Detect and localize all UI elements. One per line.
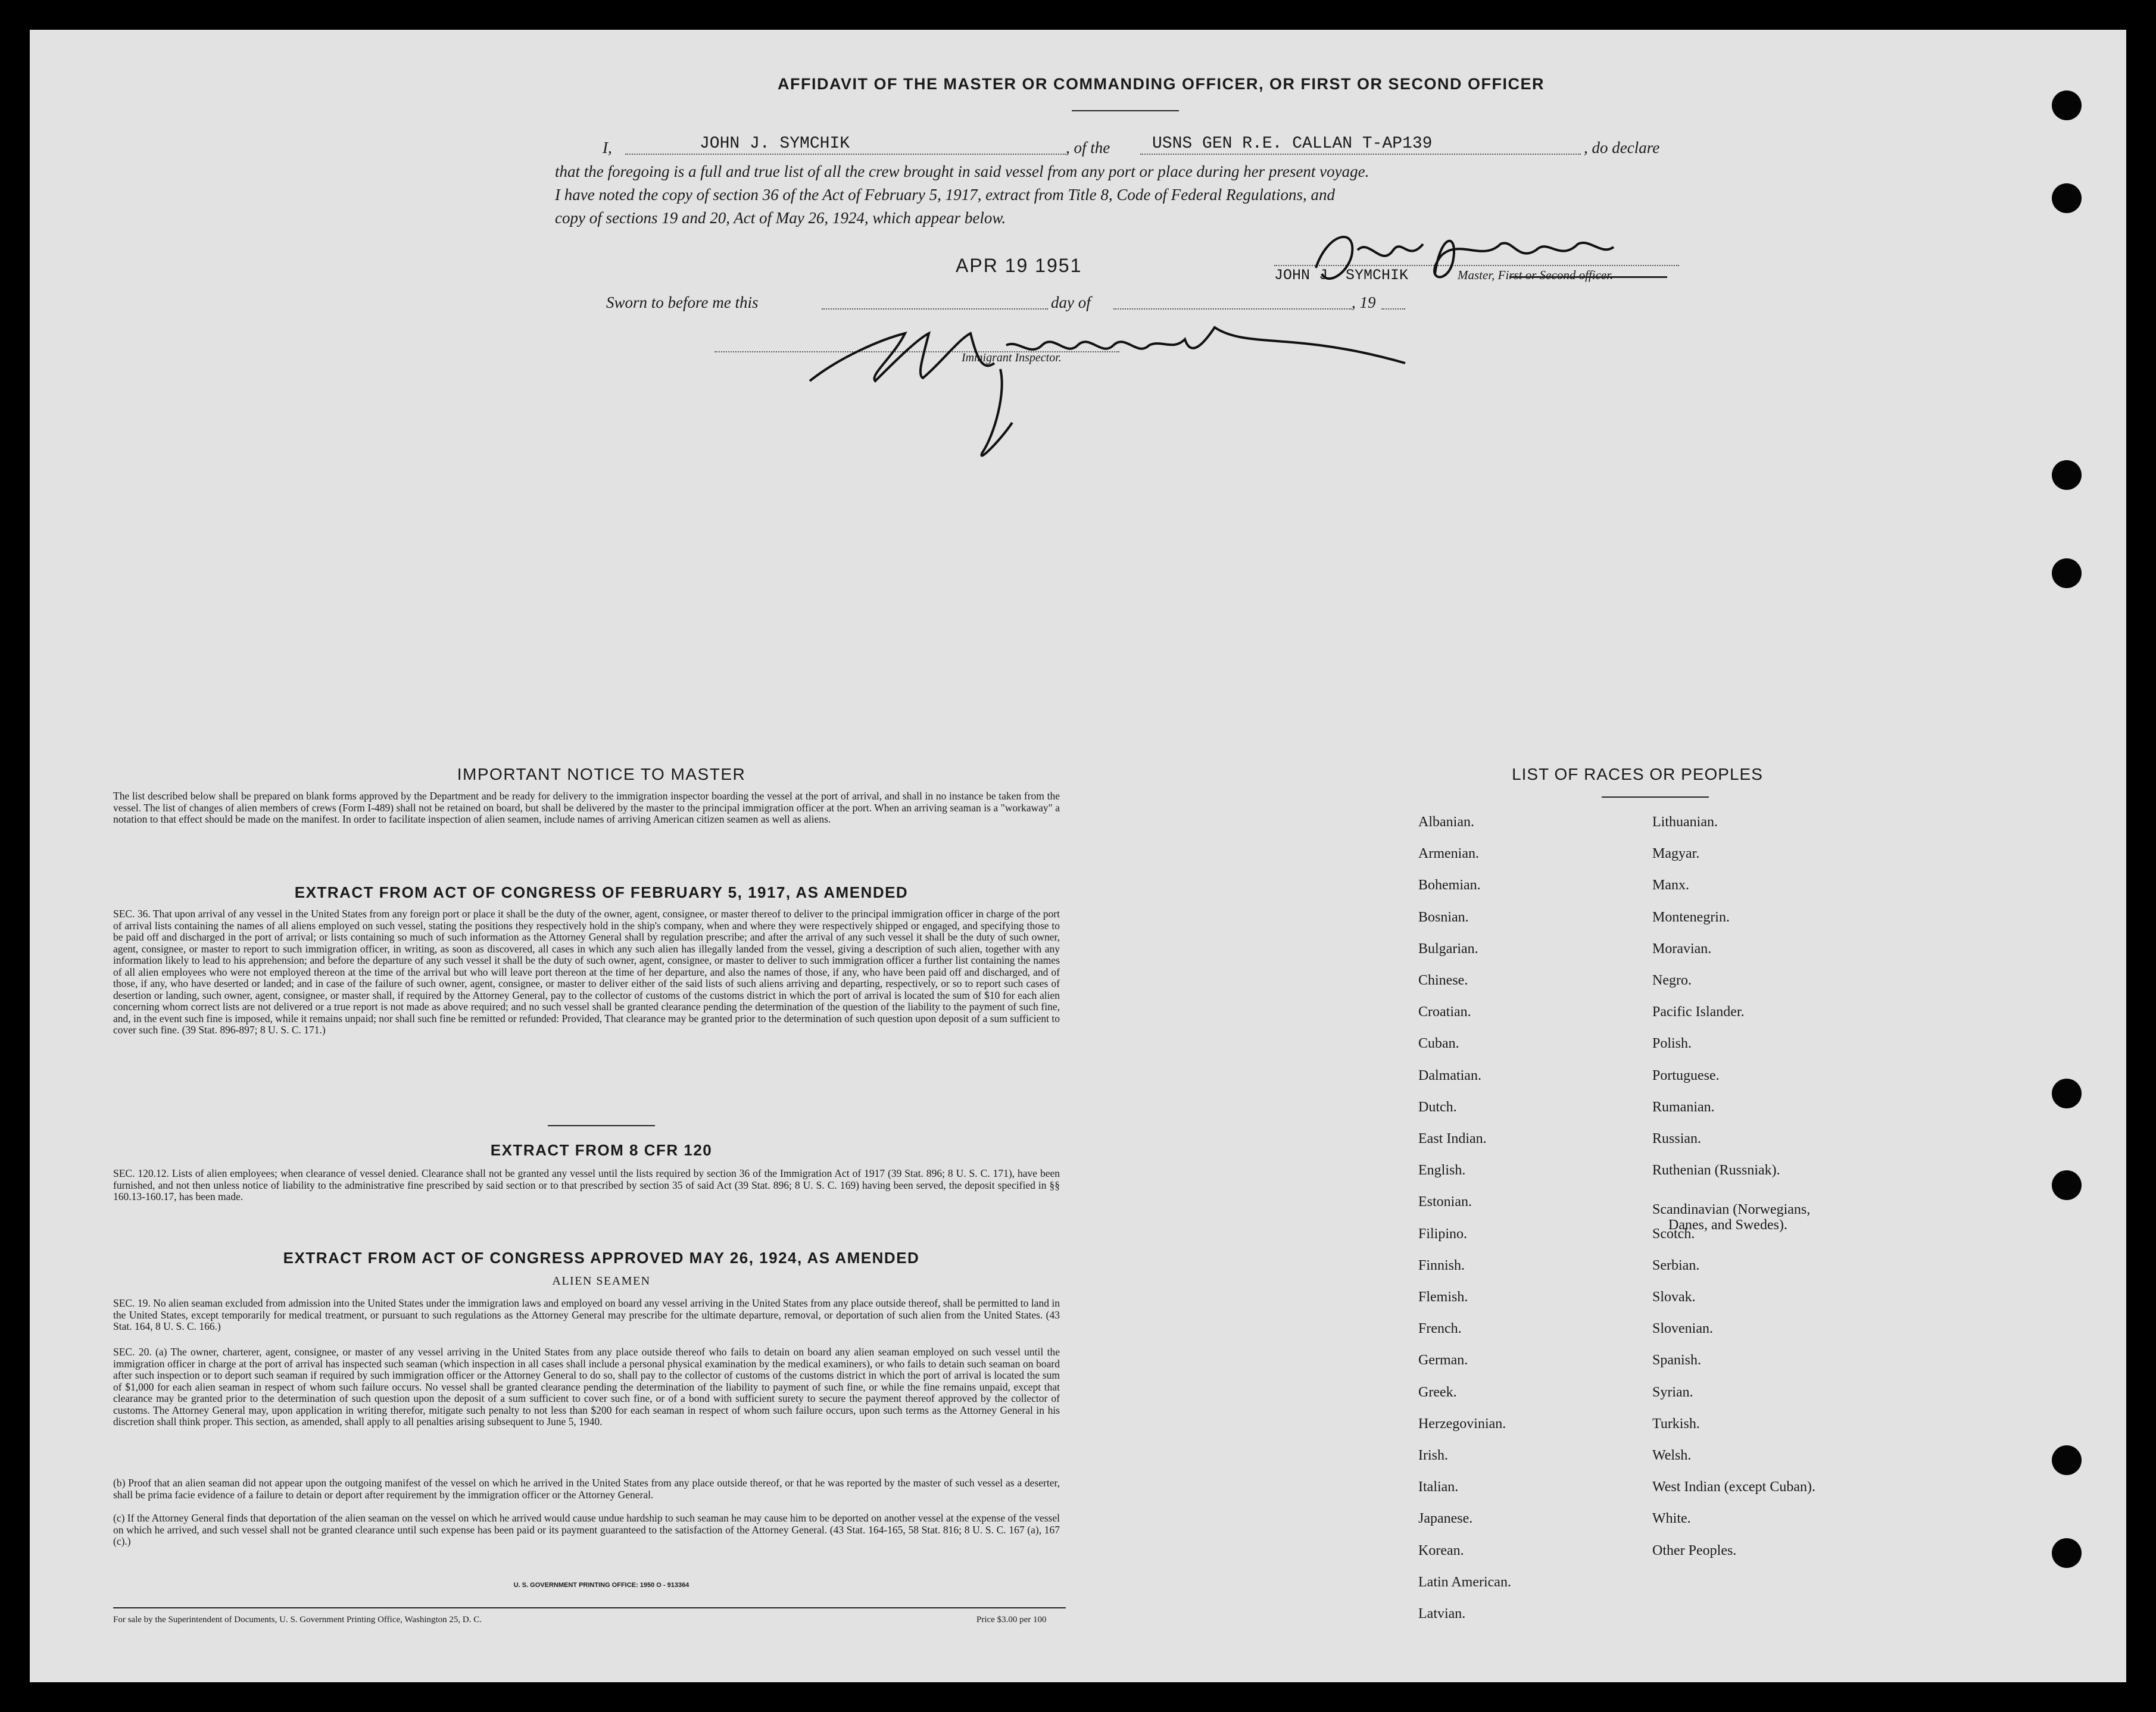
race-item: Herzegovinian.	[1418, 1416, 1506, 1432]
gpo-imprint: U. S. GOVERNMENT PRINTING OFFICE: 1950 O - 913364	[513, 1582, 689, 1589]
punch-hole	[2052, 90, 2082, 120]
race-item: Armenian.	[1418, 846, 1479, 862]
race-item: Pacific Islander.	[1652, 1004, 1745, 1020]
master-name-field: JOHN J. SYMCHIK	[700, 135, 850, 153]
date-stamp: APR 19 1951	[956, 255, 1082, 276]
race-item: Slovenian.	[1652, 1321, 1713, 1337]
race-item: Finnish.	[1418, 1257, 1465, 1273]
race-item: Albanian.	[1418, 814, 1474, 830]
race-item: English.	[1418, 1163, 1466, 1179]
extract-1924-heading: EXTRACT FROM ACT OF CONGRESS APPROVED MAY 26, 1924, AS AMENDED	[283, 1249, 920, 1267]
master-signature	[1304, 220, 1625, 292]
section-20a-text: SEC. 20. (a) The owner, charterer, agent, consignee, or master of any vessel arriving in the United States from any place outside thereof who fails to detain on board any alien seaman employed on such vessel until the immigration officer in charge at the port of arrival has inspected such seaman (which inspection in all cases shall include a personal physical examination by the medical examiners), or who fails to detain such seaman on board after such inspection or to deport such seaman if required by such immigration officer or the Attorney General to do so, shall pay to the collector of customs of the customs district in which the port of arrival is located the sum of $1,000 for each alien seaman in respect of whom such failure occurs. No vessel shall be granted clearance pending the determination of the liability to payment of such fine, or while the fine remains unpaid, except that clearance may be granted prior to the determination of such question upon the deposit of a sum sufficient to cover such fine, or of a bond with sufficient surety to secure the payment thereof approved by the collector of customs. The Attorney General may, upon application in writing therefor, mitigate such penalty to not less than $200 for each seaman in respect of whom such failure occurs, upon such terms as the Attorney General in his discretion shall think proper. This section, as amended, shall apply to all penalties arising subsequent to June 5, 1940.	[113, 1346, 1060, 1427]
section-19-text: SEC. 19. No alien seaman excluded from admission into the United States under the immigration laws and employed on board any vessel arriving in the United States from any place outside thereof, shall be permitted to land in the United States, except temporarily for medical treatment, or pursuant to such regulations as the Attorney General may prescribe for the ultimate departure, removal, or deportation of such alien from the United States. (43 Stat. 164, 8 U. S. C. 166.)	[113, 1297, 1060, 1332]
race-item: East Indian.	[1418, 1131, 1487, 1146]
punch-hole	[2052, 460, 2082, 490]
footer-rule	[113, 1607, 1066, 1608]
race-item: Lithuanian.	[1652, 814, 1718, 830]
race-item: Irish.	[1418, 1448, 1448, 1463]
race-item: Scotch.	[1652, 1226, 1695, 1242]
race-item: Greek.	[1418, 1384, 1457, 1400]
race-item: Latvian.	[1418, 1606, 1466, 1622]
race-item: Korean.	[1418, 1542, 1464, 1558]
race-item: Rumanian.	[1652, 1099, 1715, 1115]
race-item: Scandinavian (Norwegians,	[1652, 1202, 1811, 1217]
inspector-signature	[804, 304, 1411, 464]
race-item: Syrian.	[1652, 1384, 1693, 1400]
race-item: Filipino.	[1418, 1226, 1468, 1242]
race-item: French.	[1418, 1321, 1462, 1337]
race-item: Bulgarian.	[1418, 941, 1478, 957]
price-note: Price $3.00 per 100	[976, 1615, 1047, 1624]
race-item: Estonian.	[1418, 1194, 1472, 1210]
signer-typed-name: JOHN J. SYMCHIK	[1274, 267, 1409, 284]
affidavit-title: AFFIDAVIT OF THE MASTER OR COMMANDING OFFICER, OR FIRST OR SECOND OFFICER	[778, 75, 1545, 93]
races-heading: LIST OF RACES OR PEOPLES	[1512, 765, 1763, 783]
race-item: White.	[1652, 1511, 1691, 1527]
race-item: Cuban.	[1418, 1036, 1459, 1052]
race-item: Polish.	[1652, 1036, 1692, 1052]
master-title-label: Master, First or Second officer.	[1458, 268, 1614, 282]
race-item: Slovak.	[1652, 1289, 1696, 1305]
year-label: , 19	[1352, 293, 1376, 311]
declaration-text-3: copy of sections 19 and 20, Act of May 26, 1924, which appear below.	[555, 209, 1006, 227]
declaration-text-1: that the foregoing is a full and true list of all the crew brought in said vessel from any port or place during her present voyage.	[555, 163, 1369, 180]
race-item: Turkish.	[1652, 1416, 1700, 1432]
vessel-line	[1140, 154, 1581, 155]
of-the-label: , of the	[1066, 139, 1110, 157]
races-underline	[1602, 796, 1709, 798]
race-item: Other Peoples.	[1652, 1542, 1737, 1558]
extract-cfr-heading: EXTRACT FROM 8 CFR 120	[490, 1141, 713, 1159]
race-item: Welsh.	[1652, 1448, 1692, 1463]
race-item: Dalmatian.	[1418, 1067, 1481, 1083]
race-item: Bohemian.	[1418, 877, 1481, 894]
race-item: Russian.	[1652, 1131, 1702, 1146]
race-item: Moravian.	[1652, 941, 1712, 957]
divider	[548, 1125, 655, 1126]
punch-hole	[2052, 1170, 2082, 1200]
section-20b-text: (b) Proof that an alien seaman did not appear upon the outgoing manifest of the vessel on which he arrived in the United States from any place outside thereof, or that he was reported by the master of such vessel as a deserter, shall be prima facie evidence of a failure to detain or deport after requirement by the immigration officer or the Attorney General.	[113, 1477, 1060, 1501]
sale-note: For sale by the Superintendent of Documents, U. S. Government Printing Office, Washington 25, D. C.	[113, 1615, 482, 1624]
name-line	[625, 154, 1066, 155]
race-item: Serbian.	[1652, 1257, 1700, 1273]
race-item: Latin American.	[1418, 1574, 1511, 1590]
punch-hole	[2052, 1445, 2082, 1475]
race-item: Croatian.	[1418, 1004, 1471, 1020]
race-item: Bosnian.	[1418, 909, 1469, 925]
race-item: Dutch.	[1418, 1099, 1457, 1115]
race-item: Magyar.	[1652, 846, 1700, 862]
extract-1917-heading: EXTRACT FROM ACT OF CONGRESS OF FEBRUARY 5, 1917, AS AMENDED	[294, 883, 909, 901]
race-item: Negro.	[1652, 973, 1692, 988]
punch-hole	[2052, 183, 2082, 213]
race-item: Ruthenian (Russniak).	[1652, 1163, 1780, 1179]
sworn-label: Sworn to before me this	[606, 293, 759, 311]
declaration-text-2: I have noted the copy of section 36 of the Act of February 5, 1917, extract from Title 8, Code of Federal Regulations, and	[555, 186, 1336, 204]
declaration-i: I,	[603, 139, 612, 157]
declare-label: , do declare	[1584, 139, 1660, 157]
extract-cfr-text: SEC. 120.12. Lists of alien employees; when clearance of vessel denied. Clearance shall not be granted any vessel until the lists required by section 36 of the Immigration Act of 1917 (39 Stat. 896; 8 U. S. C. 171), have been furnished, and not then unless notice of liability to the administrative fine prescribed by said section or to that prescribed by section 35 of said Act (39 Stat. 896; 8 U. S. C. 169) having been served, the deposit specified in §§ 160.13-160.17, has been made.	[113, 1167, 1060, 1202]
section-20c-text: (c) If the Attorney General finds that deportation of the alien seaman on the vessel on which he arrived would cause undue hardship to such seaman he may cause him to be deported on another vessel at the expense of the vessel on which he arrived, and such vessel shall not be granted clearance until such expense has been paid or its payment guaranteed to the satisfaction of the Attorney General. (43 Stat. 164-165, 58 Stat. 816; 8 U. S. C. 167 (a), 167 (c).)	[113, 1512, 1060, 1547]
inspector-label: Immigrant Inspector.	[962, 351, 1062, 364]
race-item: Flemish.	[1418, 1289, 1468, 1305]
race-item: Portuguese.	[1652, 1067, 1720, 1083]
notice-text: The list described below shall be prepared on blank forms approved by the Department and be ready for delivery to the immigration inspector boarding the vessel at the port of arrival, and shall in no instance be taken from the vessel. The list of changes of alien members of crews (Form I-489) shall not be retained on board, but shall be delivered by the master to the principal immigration officer at the port. When an arriving seaman is a "workaway" a notation to that effect should be made on the manifest. In order to facilitate inspection of alien seamen, include names of arriving American citizen seamen as well as aliens.	[113, 790, 1060, 825]
title-underline	[1072, 110, 1179, 111]
race-item: Japanese.	[1418, 1511, 1473, 1527]
race-item: German.	[1418, 1352, 1468, 1369]
race-item: Manx.	[1652, 877, 1689, 894]
punch-hole	[2052, 1079, 2082, 1108]
race-item: Chinese.	[1418, 973, 1468, 988]
day-of-label: day of	[1051, 293, 1091, 311]
punch-hole	[2052, 558, 2082, 588]
document-sheet	[30, 30, 2126, 1682]
race-item: West Indian (except Cuban).	[1652, 1479, 1815, 1495]
notice-heading: IMPORTANT NOTICE TO MASTER	[457, 765, 746, 783]
race-item: Spanish.	[1652, 1352, 1702, 1369]
alien-seamen-subheading: ALIEN SEAMEN	[552, 1274, 651, 1288]
extract-1917-text: SEC. 36. That upon arrival of any vessel in the United States from any foreign port or place it shall be the duty of the owner, agent, consignee, or master thereof to deliver to the principal immigration officer in charge of the port of arrival lists containing the names of all aliens employed on such vessel, stating the positions they respectively hold in the ship's company, when and where they were respectively shipped or engaged, and specifying those to be paid off and discharged in the port of arrival; or lists containing so much of such information as the Attorney General shall by regulation prescribe; and after the arrival of any such vessel it shall be the duty of such owner, agent, consignee, or master to report to such immigration officer, in writing, as soon as discovered, all cases in which any such alien has illegally landed from the vessel, giving a description of such alien, together with any information likely to lead to his apprehension; and before the departure of any such vessel it shall be the duty of such owner, agent, consignee, or master to deliver to such immigration officer a further list containing the names of all alien employees who were not employed thereon at the time of the arrival but who will leave port thereon at the time of her departure, and also the names of those, if any, who have been paid off and discharged, and of those, if any, who have deserted or landed; and in case of the failure of such owner, agent, consignee, or master to deliver either of the said lists of such aliens arriving and departing, respectively, or so to report such cases of desertion or landing, such owner, agent, consignee, or master shall, if required by the Attorney General, pay to the collector of customs of the customs district in which the port of arrival is located the sum of $10 for each alien concerning whom correct lists are not delivered or a true report is not made as above required; and no such vessel shall be granted clearance pending the determination of the question of the liability to the payment of such fine, and, in the event such fine is imposed, while it remains unpaid; nor shall such fine be remitted or refunded: Provided, That clearance may be granted prior to the determination of such question upon deposit of a sum sufficient to cover such fine. (39 Stat. 896-897; 8 U. S. C. 171.)	[113, 908, 1060, 1036]
punch-hole	[2052, 1538, 2082, 1568]
race-item: Danes, and Swedes).	[1668, 1217, 1787, 1233]
race-item: Italian.	[1418, 1479, 1459, 1495]
vessel-name-field: USNS GEN R.E. CALLAN T-AP139	[1152, 135, 1433, 153]
race-item: Montenegrin.	[1652, 909, 1730, 925]
